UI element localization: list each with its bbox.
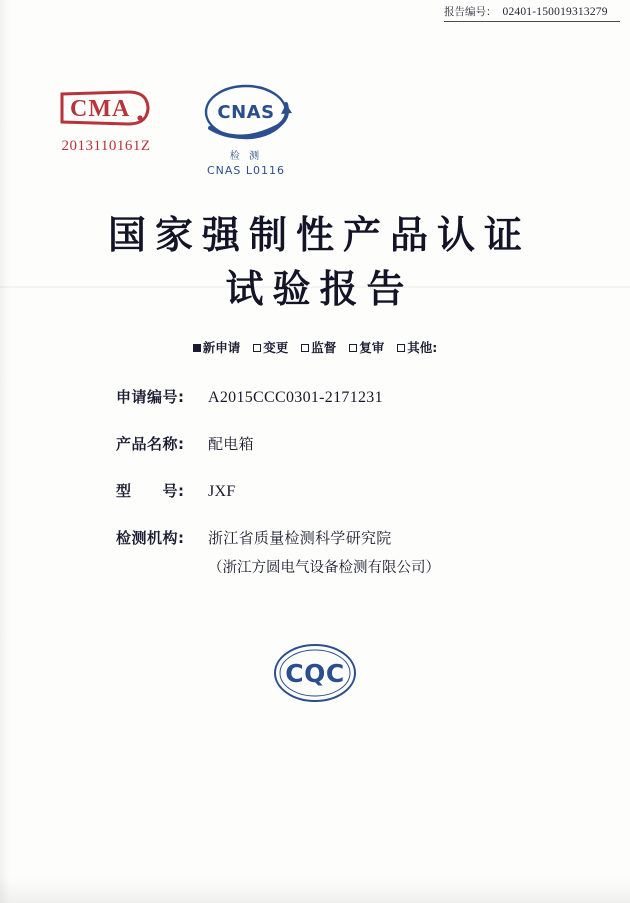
page-edge-shadow-bottom <box>0 877 630 903</box>
logo-row <box>0 80 630 190</box>
checkbox-label: 变更 <box>263 340 289 355</box>
svg-text:CNAS: CNAS <box>217 102 275 123</box>
report-number-label: 报告编号： <box>444 6 497 18</box>
cma-code: 2013110161Z <box>61 138 151 154</box>
svg-text:CQC: CQC <box>285 659 345 688</box>
application-type-checkboxes <box>0 338 630 356</box>
checkbox-icon-checked[interactable] <box>193 344 201 352</box>
checkbox-label: 其他: <box>407 340 438 355</box>
field-model <box>116 480 576 501</box>
checkbox-change[interactable] <box>253 338 288 356</box>
title-line-2: 试验报告 <box>225 265 414 311</box>
field-value: JXF <box>208 483 236 500</box>
field-value: A2015CCC0301-2171231 <box>208 389 383 406</box>
checkbox-label: 监督 <box>311 340 337 355</box>
checkbox-label: 新申请 <box>202 340 241 355</box>
checkbox-supervision[interactable] <box>301 338 336 356</box>
field-application-number <box>116 386 576 407</box>
cnas-logo-block <box>176 80 316 177</box>
title-line-1: 国家强制性产品认证 <box>107 212 531 257</box>
field-list <box>116 386 576 601</box>
field-label: 产品名称: <box>116 435 185 453</box>
checkbox-icon[interactable] <box>301 344 309 352</box>
cnas-code: CNAS L0116 <box>206 164 286 177</box>
checkbox-label: 复审 <box>359 340 385 355</box>
field-product-name <box>116 433 576 454</box>
report-number <box>444 4 620 22</box>
field-label: 检测机构: <box>116 529 185 547</box>
checkbox-icon[interactable] <box>349 344 357 352</box>
checkbox-other[interactable] <box>397 338 437 356</box>
checkbox-new-application[interactable] <box>193 338 241 356</box>
svg-text:CMA: CMA <box>70 96 131 122</box>
field-label: 型 号: <box>116 482 185 500</box>
report-number-value: 02401-150019313279 <box>502 6 608 18</box>
field-testing-organization <box>116 527 576 548</box>
field-testing-organization-subvalue: （浙江方圆电气设备检测有限公司） <box>208 560 440 576</box>
cma-logo-block <box>36 88 176 155</box>
document-title <box>0 208 630 316</box>
checkbox-icon[interactable] <box>253 344 261 352</box>
checkbox-review[interactable] <box>349 338 384 356</box>
field-label: 申请编号: <box>116 388 185 406</box>
cqc-icon <box>265 640 365 706</box>
checkbox-icon[interactable] <box>397 344 405 352</box>
cma-icon <box>58 88 154 128</box>
field-value: 配电箱 <box>208 435 254 453</box>
cnas-subtitle: 检 测 <box>229 151 263 162</box>
cqc-seal-block <box>0 640 630 706</box>
cnas-icon <box>190 80 302 146</box>
field-value: 浙江省质量检测科学研究院 <box>208 529 392 547</box>
